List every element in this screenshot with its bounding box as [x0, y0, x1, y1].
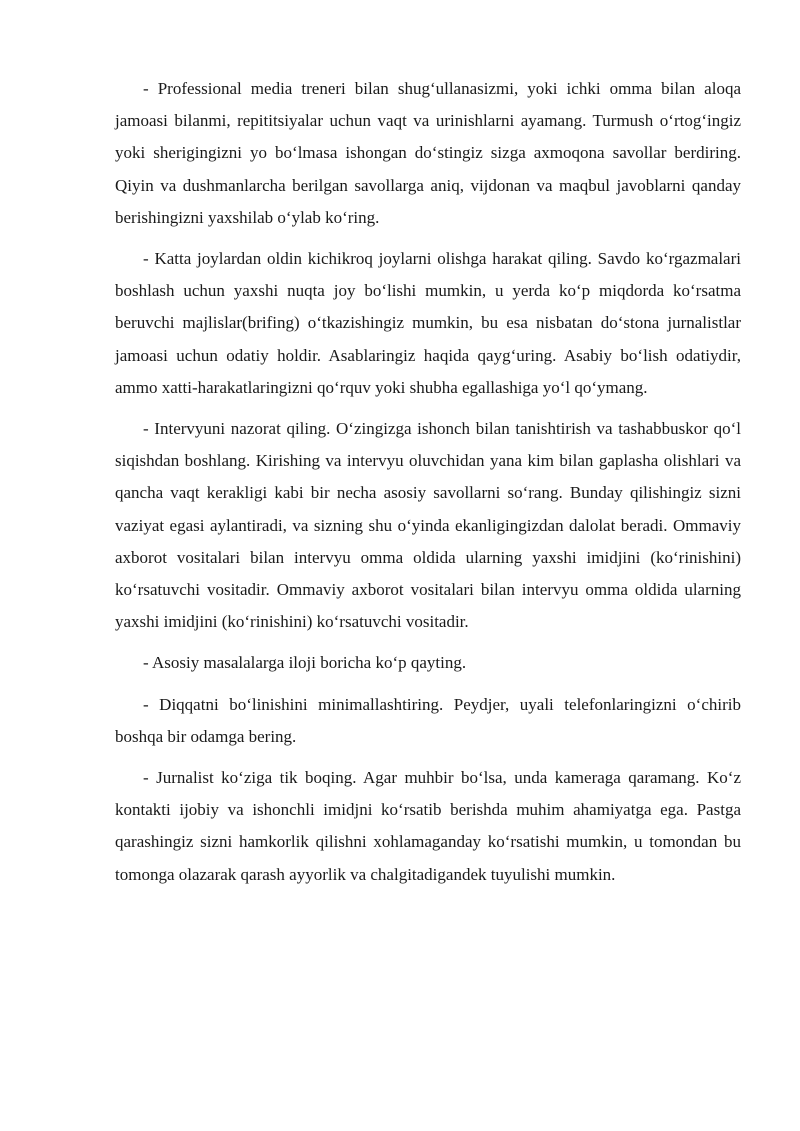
paragraph-control-interview: - Intervyuni nazorat qiling. O‘zingizga ishonch bilan tanishtirish va tashabbuskor qo‘l siqishdan boshlang. Kirishing va intervyu oluvchidan yana kim bilan gaplasha olishlari va qancha vaqt kerakligi kabi bir necha asosiy savollarni so‘rang. Bunday qilishingiz sizni vaziyat egasi aylantiradi, va sizning shu o‘yinda ekanligingizdan dalolat beradi. Ommaviy axborot vositalari bilan intervyu omma oldida ularning yaxshi imidjini (ko‘rinishini) ko‘rsatuvchi vositadir. Ommaviy axborot vositalari bilan intervyu omma oldida ularning yaxshi imidjini (ko‘rinishini) ko‘rsatuvchi vositadir.	[115, 419, 741, 632]
document-body	[115, 73, 741, 900]
paragraph-key-issues: - Asosiy masalalarga iloji boricha ko‘p qayting.	[143, 653, 467, 673]
paragraph-distractions: - Diqqatni bo‘linishini minimallashtiring. Peydjer, uyali telefonlaringizni o‘chirib boshqa bir odamga bering.	[115, 694, 741, 746]
paragraph-rehearsal: - Professional media treneri bilan shug‘ullanasizmi, yoki ichki omma bilan aloqa jamoasi bilanmi, repititsiyalar uchun vaqt va urinishlarni ayamang. Turmush o‘rtog‘ingiz yoki sherigingizni yo bo‘lmasa ishongan do‘stingiz sizga axmoqona savollar berdiring. Qiyin va dushmanlarcha berilgan savollarga aniq, vijdonan va maqbul javoblarni qanday berishingizni yaxshilab o‘ylab ko‘ring.	[115, 79, 741, 227]
paragraph-small-venues: - Katta joylardan oldin kichikroq joylarni olishga harakat qiling. Savdo ko‘rgazmalari boshlash uchun yaxshi nuqta joy bo‘lishi mumkin, u yerda ko‘p miqdorda ko‘rsatma beruvchi majlislar(brifing) o‘tkazishingiz mumkin, bu esa nisbatan do‘stona jurnalistlar jamoasi uchun odatiy holdir. Asablaringiz haqida qayg‘uring. Asabiy bo‘lish odatiydir, ammo xatti-harakatlaringizni qo‘rquv yoki shubha egallashiga yo‘l qo‘ymang.	[115, 249, 741, 397]
paragraph-eye-contact: - Jurnalist ko‘ziga tik boqing. Agar muhbir bo‘lsa, unda kameraga qaramang. Ko‘z kontakti ijobiy va ishonchli imidjni ko‘rsatib berishda muhim ahamiyatga ega. Pastga qarashingiz sizni hamkorlik qilishni xohlamaganday ko‘rsatishi mumkin, u tomondan bu tomonga olazarak qarash ayyorlik va chalgitadigandek tuyulishi mumkin.	[115, 768, 741, 884]
